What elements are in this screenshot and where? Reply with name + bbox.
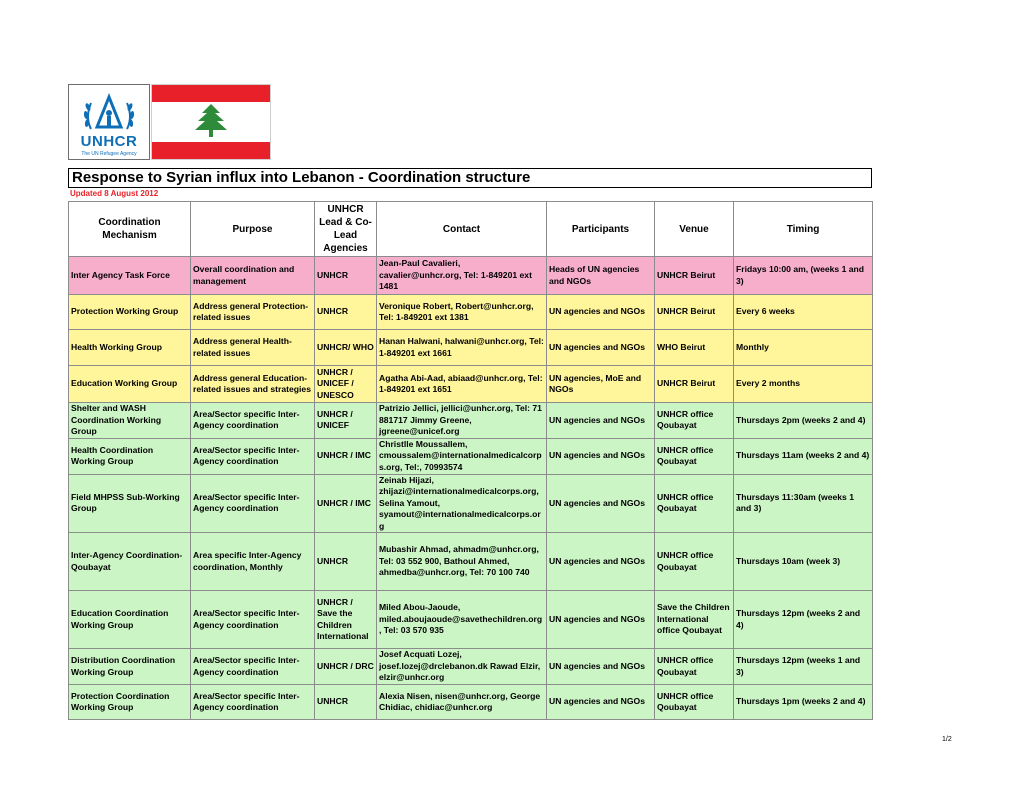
cell-timing: Every 6 weeks [734, 295, 873, 330]
cell-lead: UNHCR / IMC [315, 474, 377, 533]
updated-date: Updated 8 August 2012 [70, 189, 159, 198]
cell-participants: UN agencies and NGOs [547, 533, 655, 591]
cell-mechanism: Education Working Group [69, 366, 191, 403]
cell-contact: Patrizio Jellici, jellici@unhcr.org, Tel: 71 881717 Jimmy Greene, jgreene@unicef.org [377, 403, 547, 439]
header-purpose: Purpose [191, 202, 315, 257]
cell-mechanism: Health Working Group [69, 330, 191, 366]
cell-mechanism: Inter Agency Task Force [69, 257, 191, 295]
cell-contact: Agatha Abi-Aad, abiaad@unhcr.org, Tel: 1-849201 ext 1651 [377, 366, 547, 403]
cell-timing: Thursdays 12pm (weeks 1 and 3) [734, 649, 873, 685]
cell-contact: Jean-Paul Cavalieri, cavalier@unhcr.org, Tel: 1-849201 ext 1481 [377, 257, 547, 295]
cell-purpose: Area/Sector specific Inter-Agency coordination [191, 649, 315, 685]
cell-venue: UNHCR Beirut [655, 257, 734, 295]
cell-participants: UN agencies and NGOs [547, 403, 655, 439]
table-row [69, 649, 873, 685]
cell-mechanism: Shelter and WASH Coordination Working Group [69, 403, 191, 439]
cell-lead: UNHCR [315, 533, 377, 591]
cell-mechanism: Inter-Agency Coordination-Qoubayat [69, 533, 191, 591]
cell-participants: UN agencies, MoE and NGOs [547, 366, 655, 403]
cell-contact: Christlle Moussallem, cmoussalem@internationalmedicalcorps.org, Tel:, 70993574 [377, 438, 547, 474]
table-row [69, 295, 873, 330]
table-row [69, 366, 873, 403]
table-row [69, 474, 873, 533]
cell-contact: Miled Abou-Jaoude, miled.aboujaoude@savethechildren.org, Tel: 03 570 935 [377, 591, 547, 649]
cell-purpose: Area/Sector specific Inter-Agency coordination [191, 591, 315, 649]
table-row [69, 438, 873, 474]
cell-mechanism: Health Coordination Working Group [69, 438, 191, 474]
header-venue: Venue [655, 202, 734, 257]
cell-purpose: Area/Sector specific Inter-Agency coordination [191, 438, 315, 474]
header-contact: Contact [377, 202, 547, 257]
cell-contact: Mubashir Ahmad, ahmadm@unhcr.org, Tel: 03 552 900, Bathoul Ahmed, ahmedba@unhcr.org, Tel: 70 100 740 [377, 533, 547, 591]
cell-mechanism: Field MHPSS Sub-Working Group [69, 474, 191, 533]
cell-lead: UNHCR / DRC [315, 649, 377, 685]
table-row [69, 403, 873, 439]
page-number: 1/2 [942, 736, 952, 743]
table-row [69, 330, 873, 366]
cell-timing: Thursdays 12pm (weeks 2 and 4) [734, 591, 873, 649]
unhcr-wordmark: UNHCR [80, 133, 138, 150]
cell-venue: WHO Beirut [655, 330, 734, 366]
cell-purpose: Area specific Inter-Agency coordination, Monthly [191, 533, 315, 591]
cell-venue: UNHCR office Qoubayat [655, 533, 734, 591]
header-timing: Timing [734, 202, 873, 257]
cell-purpose: Area/Sector specific Inter-Agency coordination [191, 474, 315, 533]
cell-participants: Heads of UN agencies and NGOs [547, 257, 655, 295]
cell-venue: UNHCR office Qoubayat [655, 685, 734, 720]
cell-timing: Thursdays 1pm (weeks 2 and 4) [734, 685, 873, 720]
cell-contact: Alexia Nisen, nisen@unhcr.org, George Chidiac, chidiac@unhcr.org [377, 685, 547, 720]
cell-contact: Josef Acquati Lozej, josef.lozej@drclebanon.dk Rawad Elzir, elzir@unhcr.org [377, 649, 547, 685]
cell-lead: UNHCR [315, 295, 377, 330]
cell-venue: UNHCR Beirut [655, 366, 734, 403]
cell-mechanism: Distribution Coordination Working Group [69, 649, 191, 685]
cell-venue: Save the Children International office Qoubayat [655, 591, 734, 649]
cedar-flag-icon [152, 85, 270, 159]
table-row [69, 591, 873, 649]
cell-purpose: Address general Protection-related issues [191, 295, 315, 330]
cell-timing: Every 2 months [734, 366, 873, 403]
cell-participants: UN agencies and NGOs [547, 685, 655, 720]
header-participants: Participants [547, 202, 655, 257]
cell-mechanism: Protection Coordination Working Group [69, 685, 191, 720]
cell-participants: UN agencies and NGOs [547, 330, 655, 366]
cell-participants: UN agencies and NGOs [547, 438, 655, 474]
cell-lead: UNHCR/ WHO [315, 330, 377, 366]
cell-venue: UNHCR office Qoubayat [655, 474, 734, 533]
cell-lead: UNHCR / UNICEF / UNESCO [315, 366, 377, 403]
cell-participants: UN agencies and NGOs [547, 591, 655, 649]
cell-timing: Thursdays 11:30am (weeks 1 and 3) [734, 474, 873, 533]
cell-mechanism: Protection Working Group [69, 295, 191, 330]
cell-lead: UNHCR / IMC [315, 438, 377, 474]
cell-purpose: Address general Education-related issues and strategies [191, 366, 315, 403]
cell-contact: Hanan Halwani, halwani@unhcr.org, Tel: 1-849201 ext 1661 [377, 330, 547, 366]
cell-purpose: Address general Health-related issues [191, 330, 315, 366]
cell-timing: Fridays 10:00 am, (weeks 1 and 3) [734, 257, 873, 295]
cell-lead: UNHCR [315, 685, 377, 720]
cell-mechanism: Education Coordination Working Group [69, 591, 191, 649]
header-mechanism: Coordination Mechanism [69, 202, 191, 257]
cell-contact: Veronique Robert, Robert@unhcr.org, Tel: 1-849201 ext 1381 [377, 295, 547, 330]
cell-venue: UNHCR office Qoubayat [655, 403, 734, 439]
cell-contact: Zeinab Hijazi, zhijazi@internationalmedicalcorps.org, Selina Yamout, syamout@internationalmedicalcorps.org [377, 474, 547, 533]
lebanon-flag [151, 84, 271, 160]
unhcr-tagline: The UN Refugee Agency [81, 151, 137, 157]
cell-lead: UNHCR [315, 257, 377, 295]
table-row [69, 257, 873, 295]
cell-timing: Monthly [734, 330, 873, 366]
cell-venue: UNHCR Beirut [655, 295, 734, 330]
cell-timing: Thursdays 2pm (weeks 2 and 4) [734, 403, 873, 439]
header-lead: UNHCR Lead & Co-Lead Agencies [315, 202, 377, 257]
table-header-row [69, 202, 873, 257]
unhcr-logo [68, 84, 150, 160]
cell-timing: Thursdays 10am (week 3) [734, 533, 873, 591]
cell-participants: UN agencies and NGOs [547, 295, 655, 330]
cell-participants: UN agencies and NGOs [547, 474, 655, 533]
cell-purpose: Overall coordination and management [191, 257, 315, 295]
coordination-table [68, 201, 873, 720]
table-row [69, 533, 873, 591]
document-title: Response to Syrian influx into Lebanon - Coordination structure [68, 168, 872, 188]
cell-participants: UN agencies and NGOs [547, 649, 655, 685]
cell-timing: Thursdays 11am (weeks 2 and 4) [734, 438, 873, 474]
cell-venue: UNHCR office Qoubayat [655, 649, 734, 685]
cell-lead: UNHCR / Save the Children International [315, 591, 377, 649]
cell-venue: UNHCR office Qoubayat [655, 438, 734, 474]
cell-purpose: Area/Sector specific Inter-Agency coordination [191, 685, 315, 720]
table-row [69, 685, 873, 720]
cell-lead: UNHCR / UNICEF [315, 403, 377, 439]
cell-purpose: Area/Sector specific Inter-Agency coordination [191, 403, 315, 439]
